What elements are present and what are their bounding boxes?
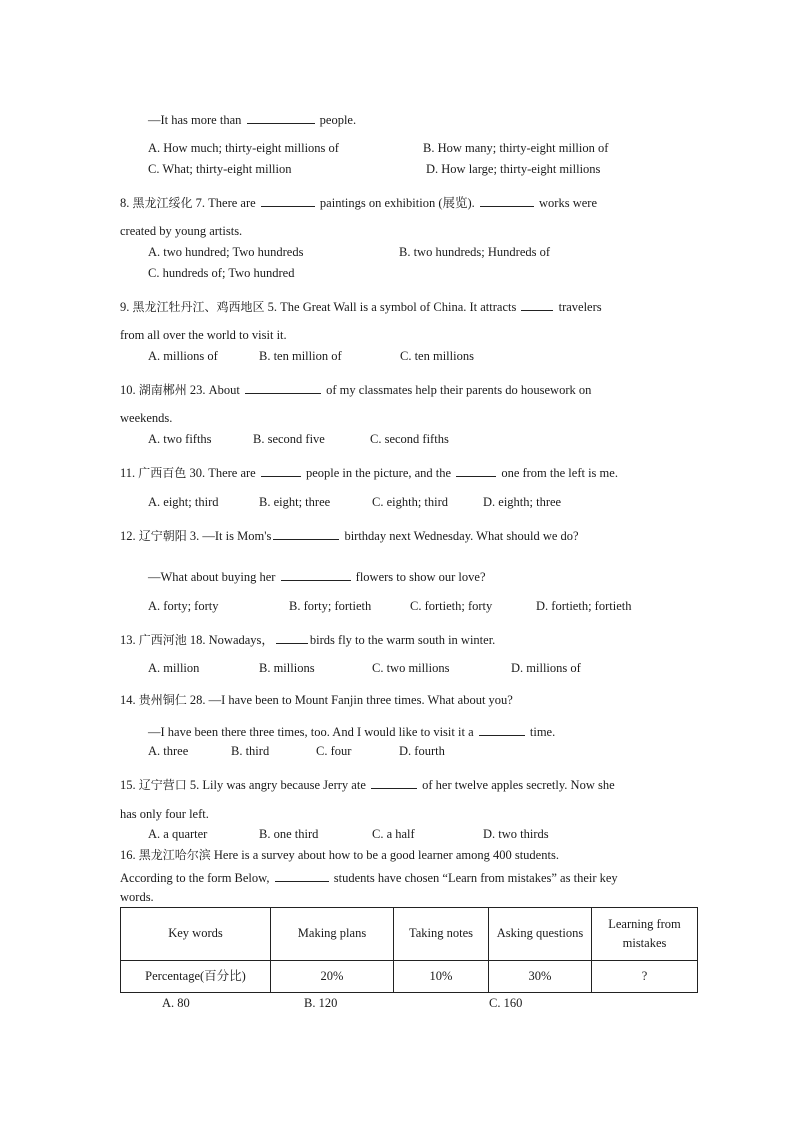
q14-reply-pre: —I have been there three times, too. And I would like to visit it a (148, 725, 474, 739)
q13-number: 13. (120, 633, 136, 647)
q7-answer-post: people. (319, 113, 357, 127)
q9-stem-cont: from all over the world to visit it. (120, 328, 287, 342)
table-row (121, 961, 698, 993)
q11-blank-2[interactable] (456, 465, 496, 477)
q11-option-c[interactable]: C. eighth; third (372, 495, 449, 509)
q8-text-1: 7. There are (195, 196, 256, 210)
q10-blank[interactable] (245, 382, 321, 394)
q8-text-3: works were (539, 196, 597, 210)
q13-source: 广西河池 (138, 633, 187, 647)
q13-text-2: birds fly to the warm south in winter. (309, 633, 496, 647)
q15-blank[interactable] (371, 777, 417, 789)
q10-text-1: 23. About (189, 383, 240, 397)
q12-option-b[interactable]: B. forty; fortieth (289, 599, 372, 613)
q16-text-2: According to the form Below, (120, 871, 270, 885)
q9-text-2: travelers (558, 300, 602, 314)
q16-text-3: students have chosen “Learn from mistakes” as their key (333, 871, 618, 885)
q16-option-b[interactable]: B. 120 (304, 996, 338, 1010)
q12-blank-2[interactable] (281, 569, 351, 581)
q7-answer-line (148, 112, 356, 127)
q7-option-b[interactable]: B. How many; thirty-eight million of (423, 141, 609, 155)
q15-stem-cont: has only four left. (120, 807, 209, 821)
q12-reply-pre: —What about buying her (148, 570, 276, 584)
q12-stem (120, 528, 579, 543)
q11-option-a[interactable]: A. eight; third (148, 495, 219, 509)
q14-option-b[interactable]: B. third (231, 744, 270, 758)
q7-option-d[interactable]: D. How large; thirty-eight millions (426, 162, 601, 176)
q13-option-d[interactable]: D. millions of (511, 661, 581, 675)
q8-stem-cont: created by young artists. (120, 224, 243, 238)
q8-number: 8. (120, 196, 130, 210)
q12-text-2: birthday next Wednesday. What should we do? (344, 529, 579, 543)
q11-option-d[interactable]: D. eighth; three (483, 495, 562, 509)
table-cell: Taking notes (394, 908, 489, 961)
q15-option-c[interactable]: C. a half (372, 827, 415, 841)
q13-stem (120, 632, 495, 647)
q9-text-1: 5. The Great Wall is a symbol of China. It attracts (267, 300, 517, 314)
q10-stem (120, 382, 591, 397)
table-cell: 30% (489, 961, 592, 993)
q9-blank[interactable] (521, 299, 553, 311)
q16-number: 16. (120, 848, 136, 862)
q14-reply-post: time. (529, 725, 556, 739)
q8-stem (120, 195, 597, 210)
q10-stem-cont: weekends. (120, 411, 173, 425)
q12-text-1: 3. —It is Mom's (189, 529, 272, 543)
q9-source: 黑龙江牡丹江、鸡西地区 (132, 300, 265, 314)
q7-option-c[interactable]: C. What; thirty-eight million (148, 162, 292, 176)
q11-option-b[interactable]: B. eight; three (259, 495, 331, 509)
q12-number: 12. (120, 529, 136, 543)
q7-answer-pre: —It has more than (148, 113, 242, 127)
q8-blank-1[interactable] (261, 195, 315, 207)
q15-source: 辽宁营口 (138, 778, 187, 792)
q14-option-c[interactable]: C. four (316, 744, 352, 758)
q16-option-c[interactable]: C. 160 (489, 996, 523, 1010)
q8-option-c[interactable]: C. hundreds of; Two hundred (148, 266, 295, 280)
q15-stem (120, 777, 615, 792)
q8-blank-2[interactable] (480, 195, 534, 207)
key-words-table (120, 907, 698, 993)
q10-option-c[interactable]: C. second fifths (370, 432, 449, 446)
table-cell: Making plans (271, 908, 394, 961)
table-cell: Key words (121, 908, 271, 961)
q16-source: 黑龙江哈尔滨 (138, 848, 211, 862)
q10-option-b[interactable]: B. second five (253, 432, 325, 446)
q8-text-2: paintings on exhibition (展览). (319, 196, 475, 210)
q12-reply-post: flowers to show our love? (355, 570, 486, 584)
q10-number: 10. (120, 383, 136, 397)
q9-stem (120, 299, 602, 314)
q13-option-a[interactable]: A. million (148, 661, 200, 675)
table-cell: Learning from mistakes (592, 908, 698, 961)
q16-blank[interactable] (275, 870, 329, 882)
q15-text-2: of her twelve apples secretly. Now she (422, 778, 615, 792)
q11-stem (120, 465, 618, 480)
q10-source: 湖南郴州 (138, 383, 187, 397)
q15-option-a[interactable]: A. a quarter (148, 827, 208, 841)
q8-option-b[interactable]: B. two hundreds; Hundreds of (399, 245, 551, 259)
q7-blank[interactable] (247, 112, 315, 124)
q8-option-a[interactable]: A. two hundred; Two hundreds (148, 245, 304, 259)
q11-blank-1[interactable] (261, 465, 301, 477)
q14-blank[interactable] (479, 724, 525, 736)
q16-text-1: Here is a survey about how to be a good learner among 400 students. (213, 848, 559, 862)
q10-option-a[interactable]: A. two fifths (148, 432, 212, 446)
q15-option-d[interactable]: D. two thirds (483, 827, 549, 841)
table-cell: 20% (271, 961, 394, 993)
q11-text-1: 30. There are (189, 466, 256, 480)
q12-blank-1[interactable] (273, 528, 339, 540)
q12-option-c[interactable]: C. fortieth; forty (410, 599, 493, 613)
q15-number: 15. (120, 778, 136, 792)
table-cell: Asking questions (489, 908, 592, 961)
q8-source: 黑龙江绥化 (132, 196, 193, 210)
q13-option-b[interactable]: B. millions (259, 661, 315, 675)
q9-option-c[interactable]: C. ten millions (400, 349, 474, 363)
q9-option-a[interactable]: A. millions of (148, 349, 218, 363)
q11-text-3: one from the left is me. (501, 466, 618, 480)
q9-number: 9. (120, 300, 130, 314)
q14-option-d[interactable]: D. fourth (399, 744, 445, 758)
q11-source: 广西百色 (138, 466, 187, 480)
table-cell: ? (592, 961, 698, 993)
q10-text-2: of my classmates help their parents do housework on (326, 383, 592, 397)
q13-blank[interactable] (276, 632, 308, 644)
q14-stem (120, 694, 513, 707)
q14-text-1: 28. —I have been to Mount Fanjin three times. What about you? (189, 693, 513, 707)
q14-reply (148, 724, 555, 739)
q15-option-b[interactable]: B. one third (259, 827, 319, 841)
q14-number: 14. (120, 693, 136, 707)
q15-text-1: 5. Lily was angry because Jerry ate (189, 778, 366, 792)
q9-option-b[interactable]: B. ten million of (259, 349, 342, 363)
q16-stem (120, 849, 559, 862)
q12-reply (148, 569, 486, 584)
q16-option-a[interactable]: A. 80 (162, 996, 190, 1010)
q13-option-c[interactable]: C. two millions (372, 661, 450, 675)
q14-source: 贵州铜仁 (138, 693, 187, 707)
q14-option-a[interactable]: A. three (148, 744, 189, 758)
q11-text-2: people in the picture, and the (305, 466, 452, 480)
q12-option-d[interactable]: D. fortieth; fortieth (536, 599, 632, 613)
q7-option-a[interactable]: A. How much; thirty-eight millions of (148, 141, 339, 155)
q12-option-a[interactable]: A. forty; forty (148, 599, 219, 613)
q11-number: 11. (120, 466, 136, 480)
q12-source: 辽宁朝阳 (138, 529, 187, 543)
q13-text-1: 18. Nowadays， (189, 633, 274, 647)
q16-stem-cont (120, 870, 618, 885)
table-header-row (121, 908, 698, 961)
q16-stem-cont-2: words. (120, 890, 154, 904)
table-cell: Percentage(百分比) (121, 961, 271, 993)
table-cell: 10% (394, 961, 489, 993)
